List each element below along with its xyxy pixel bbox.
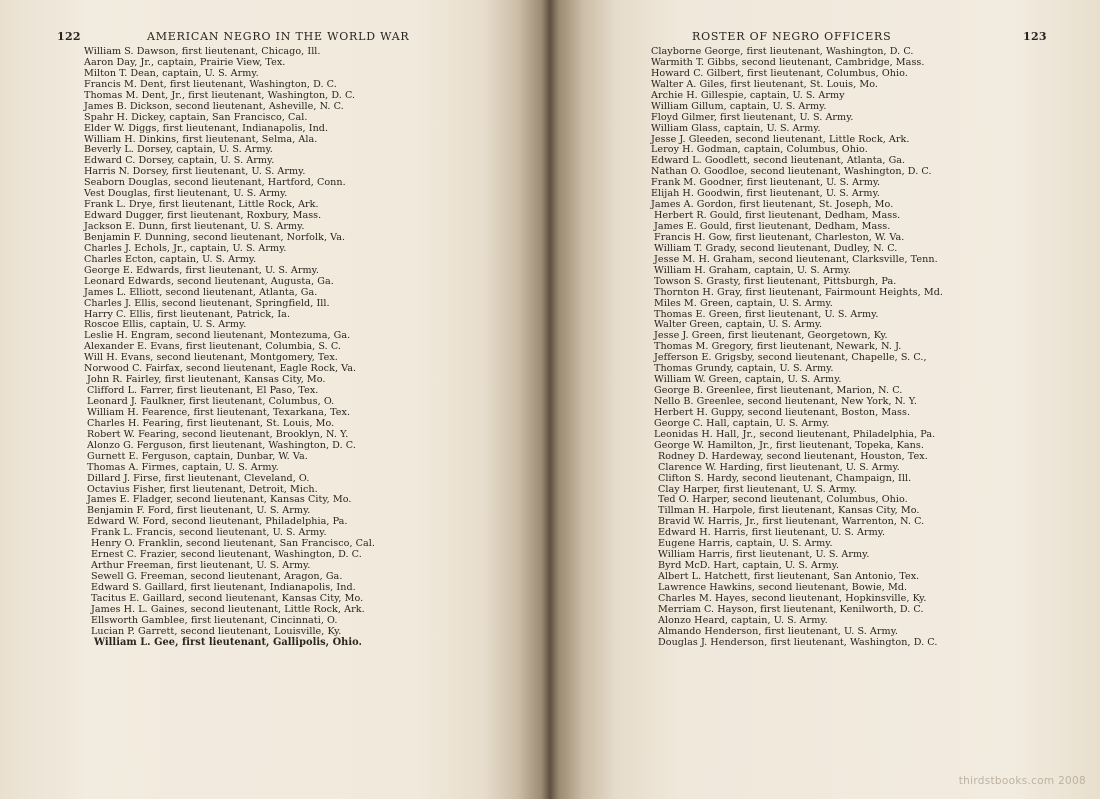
left-roster-entry: Charles J. Echols, Jr., captain, U. S. Army. xyxy=(84,242,287,254)
left-roster-entry: Benjamin F. Ford, first lieutenant, U. S. Army. xyxy=(87,505,311,517)
right-roster-entry: Lawrence Hawkins, second lieutenant, Bowie, Md. xyxy=(658,581,908,593)
right-roster-entry: Thomas Grundy, captain, U. S. Army. xyxy=(654,363,834,375)
left-roster-entry: Charles Ecton, captain, U. S. Army. xyxy=(84,253,257,265)
right-roster-entry: Towson S. Grasty, first lieutenant, Pittsburgh, Pa. xyxy=(654,275,897,287)
right-roster-entry: Herbert H. Guppy, second lieutenant, Boston, Mass. xyxy=(654,406,911,418)
right-roster-entry: Jesse J. Gleeden, second lieutenant, Little Rock, Ark. xyxy=(651,133,910,145)
left-roster-entry: Vest Douglas, first lieutenant, U. S. Army. xyxy=(84,188,288,200)
left-roster-entry: George E. Edwards, first lieutenant, U. S. Army. xyxy=(84,264,319,276)
right-roster-entry: George C. Hall, captain, U. S. Army. xyxy=(654,417,830,429)
left-roster-entry: Spahr H. Dickey, captain, San Francisco, Cal. xyxy=(84,111,308,123)
right-roster-entry: Rodney D. Hardeway, second lieutenant, Houston, Tex. xyxy=(658,450,928,462)
right-roster-entry: Miles M. Green, captain, U. S. Army. xyxy=(654,297,833,309)
right-roster-entry: Charles M. Hayes, second lieutenant, Hopkinsville, Ky. xyxy=(658,592,927,604)
right-running-head: ROSTER OF NEGRO OFFICERS xyxy=(692,30,892,43)
left-roster-entry: Edward S. Gaillard, first lieutenant, Indianapolis, Ind. xyxy=(91,581,356,593)
left-roster-entry: Thomas M. Dent, Jr., first lieutenant, Washington, D. C. xyxy=(84,89,356,101)
left-roster-list xyxy=(84,47,375,649)
right-roster-entry: Leonidas H. Hall, Jr., second lieutenant, Philadelphia, Pa. xyxy=(654,428,936,440)
right-roster-entry: Thornton H. Gray, first lieutenant, Fairmount Heights, Md. xyxy=(654,286,943,298)
left-roster-entry: Clifford L. Farrer, first lieutenant, El Paso, Tex. xyxy=(87,385,319,397)
left-roster-entry: James B. Dickson, second lieutenant, Asheville, N. C. xyxy=(84,100,344,112)
right-roster-entry: Walter Green, captain, U. S. Army. xyxy=(654,319,823,331)
right-roster-entry: Thomas M. Gregory, first lieutenant, Newark, N. J. xyxy=(654,341,902,353)
left-roster-entry: Leslie H. Engram, second lieutenant, Montezuma, Ga. xyxy=(84,330,351,342)
right-roster-entry: Eugene Harris, captain, U. S. Army. xyxy=(658,538,833,550)
left-roster-entry: Francis M. Dent, first lieutenant, Washington, D. C. xyxy=(84,78,337,90)
right-roster-entry: Jefferson E. Grigsby, second lieutenant, Chapelle, S. C., xyxy=(654,352,927,364)
left-roster-entry: Sewell G. Freeman, second lieutenant, Aragon, Ga. xyxy=(91,571,343,582)
right-roster-entry: Warmith T. Gibbs, second lieutenant, Cambridge, Mass. xyxy=(651,56,925,68)
left-roster-entry: Gurnett E. Ferguson, captain, Dunbar, W. Va. xyxy=(87,450,308,462)
right-roster-entry: Clayborne George, first lieutenant, Washington, D. C. xyxy=(651,46,914,57)
left-roster-entry: Harris N. Dorsey, first lieutenant, U. S. Army. xyxy=(84,166,306,178)
left-roster-entry: Aaron Day, Jr., captain, Prairie View, Tex. xyxy=(84,56,286,68)
right-roster-entry: Nello B. Greenlee, second lieutenant, New York, N. Y. xyxy=(654,396,917,407)
left-roster-entry: Leonard J. Faulkner, first lieutenant, Columbus, O. xyxy=(87,396,335,407)
right-roster-entry: Frank M. Goodner, first lieutenant, U. S. Army. xyxy=(651,177,881,189)
right-roster-entry: Jesse M. H. Graham, second lieutenant, Clarksville, Tenn. xyxy=(654,253,938,265)
right-roster-entry: Douglas J. Henderson, first lieutenant, Washington, D. C. xyxy=(658,636,938,648)
left-roster-entry: Benjamin F. Dunning, second lieutenant, Norfolk, Va. xyxy=(84,231,346,243)
left-page xyxy=(0,0,545,799)
left-roster-entry: William S. Dawson, first lieutenant, Chicago, Ill. xyxy=(84,46,321,57)
right-roster-entry: William H. Graham, captain, U. S. Army. xyxy=(654,264,851,276)
right-roster-entry: Thomas E. Green, first lieutenant, U. S. Army. xyxy=(654,308,879,320)
left-roster-entry: John R. Fairley, first lieutenant, Kansas City, Mo. xyxy=(87,374,326,386)
left-roster-entry: Roscoe Ellis, captain, U. S. Army. xyxy=(84,319,247,331)
left-roster-entry: Harry C. Ellis, first lieutenant, Patrick, Ia. xyxy=(84,308,291,320)
right-roster-entry: Edward L. Goodlett, second lieutenant, Atlanta, Ga. xyxy=(651,155,906,167)
left-roster-entry: Elder W. Diggs, first lieutenant, Indianapolis, Ind. xyxy=(84,122,329,134)
right-roster-entry: Archie H. Gillespie, captain, U. S. Army xyxy=(651,89,845,101)
right-roster-entry: Clarence W. Harding, first lieutenant, U. S. Army. xyxy=(658,461,900,473)
left-roster-entry: Octavius Fisher, first lieutenant, Detroit, Mich. xyxy=(87,483,318,495)
right-roster-entry: Byrd McD. Hart, captain, U. S. Army. xyxy=(658,560,839,572)
right-roster-list xyxy=(651,47,943,649)
left-roster-entry: Seaborn Douglas, second lieutenant, Hartford, Conn. xyxy=(84,177,346,189)
right-roster-entry: Walter A. Giles, first lieutenant, St. Louis, Mo. xyxy=(651,78,878,90)
left-roster-entry: Henry O. Franklin, second lieutenant, San Francisco, Cal. xyxy=(91,538,376,550)
right-roster-entry: William Gillum, captain, U. S. Army. xyxy=(651,100,827,112)
left-roster-entry: William H. Fearence, first lieutenant, Texarkana, Tex. xyxy=(87,406,351,418)
left-roster-entry: Beverly L. Dorsey, captain, U. S. Army. xyxy=(84,144,273,156)
left-roster-entry: Milton T. Dean, captain, U. S. Army. xyxy=(84,67,259,79)
left-roster-entry: Robert W. Fearing, second lieutenant, Brooklyn, N. Y. xyxy=(87,428,349,440)
right-roster-entry: Clay Harper, first lieutenant, U. S. Army. xyxy=(658,483,857,495)
right-page-number: 123 xyxy=(1023,30,1047,43)
left-roster-entry: James E. Fladger, second lieutenant, Kansas City, Mo. xyxy=(87,494,352,506)
right-roster-entry: Bravid W. Harris, Jr., first lieutenant, Warrenton, N. C. xyxy=(658,516,925,528)
left-roster-entry: Alexander E. Evans, first lieutenant, Columbia, S. C. xyxy=(84,341,341,353)
right-roster-entry: Elijah H. Goodwin, first lieutenant, U. S. Army. xyxy=(651,188,880,200)
right-roster-entry: Nathan O. Goodloe, second lieutenant, Washington, D. C. xyxy=(651,166,932,178)
right-roster-entry: Ted O. Harper, second lieutenant, Columbus, Ohio. xyxy=(658,494,908,506)
left-page-number: 122 xyxy=(57,30,81,43)
left-roster-entry: James H. L. Gaines, second lieutenant, Little Rock, Ark. xyxy=(91,603,365,615)
left-roster-entry: Jackson E. Dunn, first lieutenant, U. S. Army. xyxy=(84,221,305,232)
left-roster-entry: Lucian P. Garrett, second lieutenant, Louisville, Ky. xyxy=(91,625,342,637)
right-roster-entry: Howard C. Gilbert, first lieutenant, Columbus, Ohio. xyxy=(651,67,908,79)
left-roster-entry: William L. Gee, first lieutenant, Gallipolis, Ohio. xyxy=(94,636,362,648)
left-roster-entry: Charles J. Ellis, second lieutenant, Springfield, Ill. xyxy=(84,297,330,309)
right-roster-entry: William W. Green, captain, U. S. Army. xyxy=(654,374,842,386)
right-roster-entry: Tillman H. Harpole, first lieutenant, Kansas City, Mo. xyxy=(658,505,920,517)
right-roster-entry: James E. Gould, first lieutenant, Dedham, Mass. xyxy=(654,221,891,232)
watermark: thirdstbooks.com 2008 xyxy=(958,775,1086,787)
right-roster-entry: George W. Hamilton, Jr., first lieutenant, Topeka, Kans. xyxy=(654,439,924,451)
left-roster-entry: Ellsworth Gamblee, first lieutenant, Cincinnati, O. xyxy=(91,614,338,626)
right-roster-entry: George B. Greenlee, first lieutenant, Marion, N. C. xyxy=(654,385,903,397)
right-roster-entry: Leroy H. Godman, captain, Columbus, Ohio. xyxy=(651,144,868,156)
right-roster-entry: Floyd Gilmer, first lieutenant, U. S. Army. xyxy=(651,111,854,123)
left-roster-entry: Thomas A. Firmes, captain, U. S. Army. xyxy=(87,461,279,473)
right-roster-entry: Alonzo Heard, captain, U. S. Army. xyxy=(658,614,828,626)
left-roster-entry: Charles H. Fearing, first lieutenant, St. Louis, Mo. xyxy=(87,417,335,429)
left-roster-entry: Edward Dugger, first lieutenant, Roxbury, Mass. xyxy=(84,210,322,222)
left-roster-entry: Norwood C. Fairfax, second lieutenant, Eagle Rock, Va. xyxy=(84,363,357,375)
right-roster-entry: William Glass, captain, U. S. Army. xyxy=(651,122,821,134)
left-roster-entry: Arthur Freeman, first lieutenant, U. S. Army. xyxy=(91,560,311,572)
right-roster-entry: James A. Gordon, first lieutenant, St. Joseph, Mo. xyxy=(651,199,894,211)
right-roster-entry: Albert L. Hatchett, first lieutenant, San Antonio, Tex. xyxy=(658,571,920,582)
right-roster-entry: Herbert R. Gould, first lieutenant, Dedham, Mass. xyxy=(654,210,901,222)
left-roster-entry: Dillard J. Firse, first lieutenant, Cleveland, O. xyxy=(87,472,310,484)
right-roster-entry: Jesse J. Green, first lieutenant, Georgetown, Ky. xyxy=(654,330,888,342)
left-roster-entry: Alonzo G. Ferguson, first lieutenant, Washington, D. C. xyxy=(87,439,356,451)
left-roster-entry: Edward W. Ford, second lieutenant, Philadelphia, Pa. xyxy=(87,516,348,528)
right-roster-entry: Merriam C. Hayson, first lieutenant, Kenilworth, D. C. xyxy=(658,603,924,615)
left-roster-entry: Ernest C. Frazier, second lieutenant, Washington, D. C. xyxy=(91,549,362,561)
right-roster-entry: William T. Grady, second lieutenant, Dudley, N. C. xyxy=(654,242,898,254)
left-roster-entry: James L. Elliott, second lieutenant, Atlanta, Ga. xyxy=(84,286,318,298)
left-roster-entry: Edward C. Dorsey, captain, U. S. Army. xyxy=(84,155,275,167)
left-roster-entry: Frank L. Francis, second lieutenant, U. S. Army. xyxy=(91,527,327,539)
left-roster-entry: Frank L. Drye, first lieutenant, Little Rock, Ark. xyxy=(84,199,319,211)
right-roster-entry: Edward H. Harris, first lieutenant, U. S. Army. xyxy=(658,527,886,539)
left-roster-entry: William H. Dinkins, first lieutenant, Selma, Ala. xyxy=(84,133,318,145)
left-roster-entry: Tacitus E. Gaillard, second lieutenant, Kansas City, Mo. xyxy=(91,592,364,604)
right-page xyxy=(555,0,1100,799)
right-roster-entry: Francis H. Gow, first lieutenant, Charleston, W. Va. xyxy=(654,231,905,243)
left-roster-entry: Will H. Evans, second lieutenant, Montgomery, Tex. xyxy=(84,352,338,364)
right-roster-entry: William Harris, first lieutenant, U. S. Army. xyxy=(658,549,870,561)
right-roster-entry: Clifton S. Hardy, second lieutenant, Champaign, Ill. xyxy=(658,472,912,484)
right-roster-entry: Almando Henderson, first lieutenant, U. S. Army. xyxy=(658,625,898,637)
left-roster-entry: Leonard Edwards, second lieutenant, Augusta, Ga. xyxy=(84,275,334,287)
left-running-head: AMERICAN NEGRO IN THE WORLD WAR xyxy=(147,30,410,43)
